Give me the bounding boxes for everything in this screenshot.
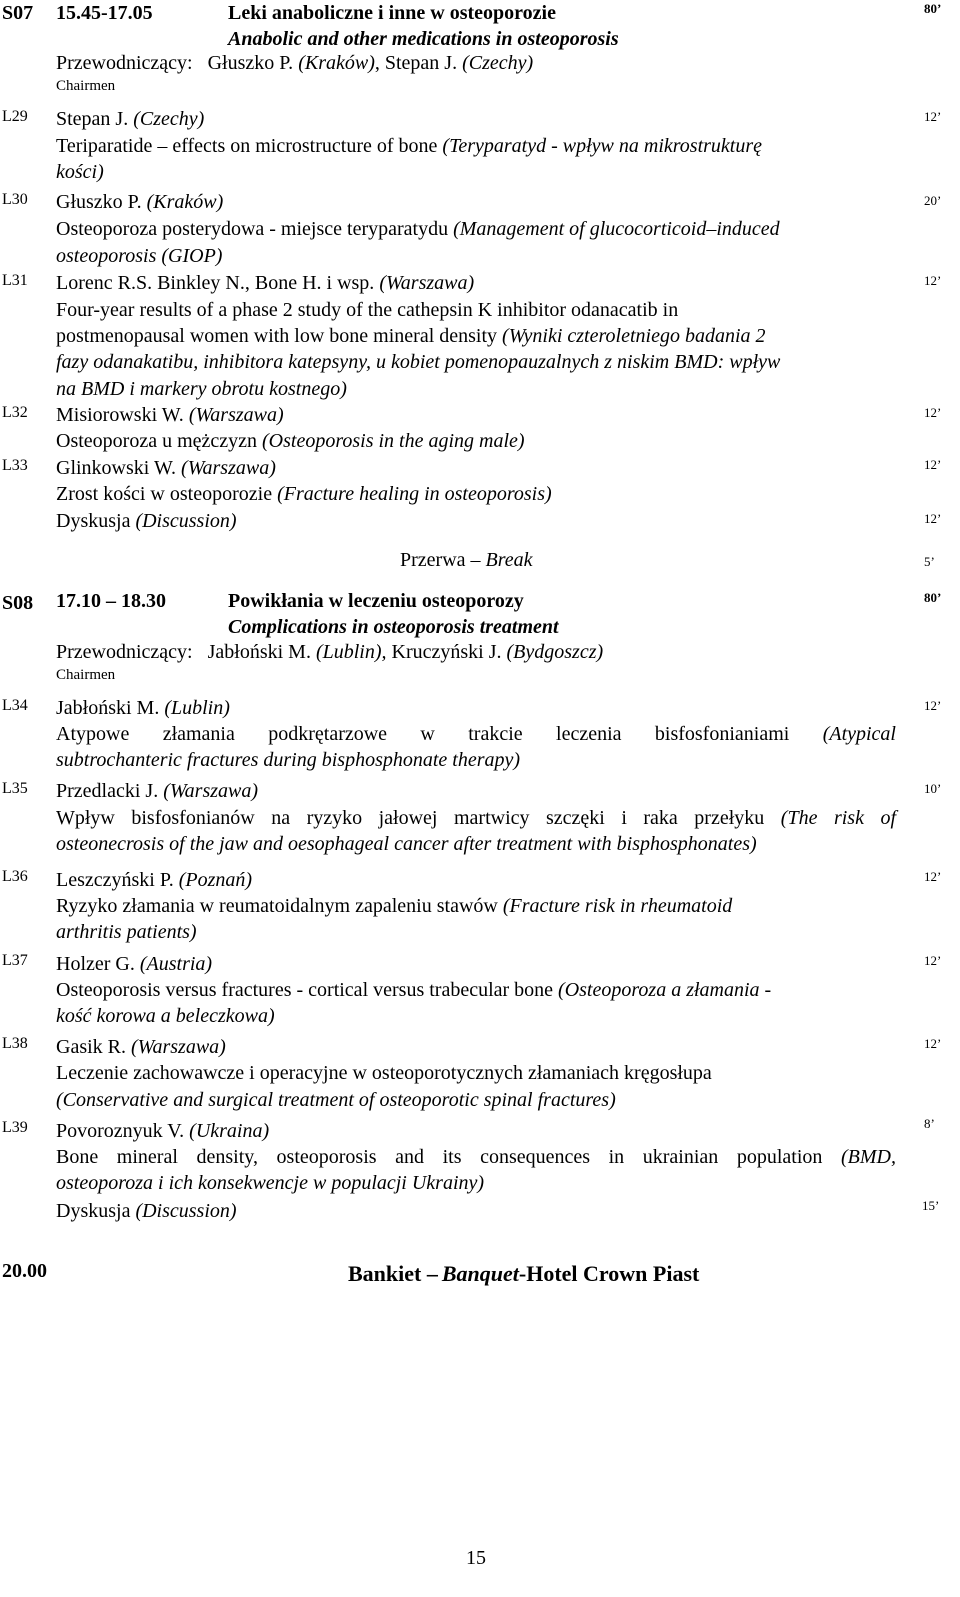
lecture-author-line (56, 1121, 269, 1141)
lecture-author-line (56, 273, 474, 293)
chair-location: (Kraków) (298, 52, 375, 74)
lecture-duration: 12’ (924, 273, 942, 288)
discussion-duration: 12’ (924, 511, 942, 526)
banquet-label: Bankiet – Banquet-Hotel Crown Piast (348, 1261, 700, 1286)
chair-label: Przewodniczący: (56, 52, 193, 74)
session-subtitle: Complications in osteoporosis treatment (228, 616, 559, 638)
lecture-code: L33 (2, 457, 28, 474)
lecture-author-line (56, 954, 212, 974)
lecture-title: Zrost kości w osteoporozie (Fracture healing in osteoporosis) (56, 483, 552, 505)
lecture-code: L39 (2, 1119, 28, 1136)
chair-location: (Lublin), (315, 641, 387, 663)
page-number: 15 (466, 1547, 486, 1569)
lecture-location: (Ukraina) (189, 1120, 270, 1142)
lecture-duration: 20’ (924, 193, 942, 208)
lecture-author-line (56, 870, 252, 890)
chair-name: Kruczyński J. (391, 641, 502, 663)
lecture-location: (Warszawa) (131, 1036, 226, 1058)
session-code: S08 (2, 592, 34, 614)
lecture-title-cont: na BMD i markery obrotu kostnego) (56, 378, 347, 400)
discussion-duration: 15’ (922, 1198, 940, 1213)
lecture-author-line (56, 458, 276, 478)
chair-location: (Czechy) (462, 52, 534, 74)
lecture-author: Lorenc R.S. Binkley N., Bone H. i wsp. (56, 272, 375, 294)
chair-name: Stepan J. (384, 52, 458, 74)
chairmen-label: Chairmen (56, 78, 116, 94)
lecture-duration: 12’ (924, 1036, 942, 1051)
lecture-duration: 12’ (924, 869, 942, 884)
lecture-title: Wpływ bisfosfonianów na ryzyko jałowej martwicy szczęki i raka przełyku (The risk of (56, 807, 897, 829)
discussion-label: Dyskusja (Discussion) (56, 510, 237, 532)
lecture-author: Przedlacki J. (56, 780, 159, 802)
lecture-author: Glinkowski W. (56, 457, 177, 479)
lecture-location: (Czechy) (133, 108, 205, 130)
lecture-code: L37 (2, 952, 28, 969)
session-chairs (56, 53, 533, 73)
lecture-author-line (56, 192, 223, 212)
chair-separator: , (374, 52, 380, 74)
chair-label: Przewodniczący: (56, 641, 193, 663)
lecture-author: Holzer G. (56, 953, 135, 975)
lecture-duration: 12’ (924, 405, 942, 420)
chair-name: Głuszko P. (207, 52, 294, 74)
lecture-author-line (56, 405, 284, 425)
lecture-duration: 12’ (924, 953, 942, 968)
break-duration: 5’ (924, 554, 935, 569)
lecture-duration: 8’ (924, 1116, 935, 1131)
lecture-author-line (56, 781, 258, 801)
lecture-code: L30 (2, 191, 28, 208)
lecture-title: Leczenie zachowawcze i operacyjne w osteoporotycznych złamaniach kręgosłupa (56, 1062, 712, 1084)
chair-location: (Bydgoszcz) (506, 641, 604, 663)
lecture-code: L38 (2, 1035, 28, 1052)
lecture-duration: 10’ (924, 781, 942, 796)
lecture-author: Jabłoński M. (56, 697, 160, 719)
lecture-title-cont: osteonecrosis of the jaw and oesophageal cancer after treatment with bisphosphonates) (56, 833, 757, 855)
lecture-title: Osteoporosis versus fractures - cortical versus trabecular bone (Osteoporoza a złamania - (56, 979, 772, 1001)
lecture-title-cont: fazy odanakatibu, inhibitora katepsyny, u kobiet pomenopauzalnych z niskim BMD: wpływ (56, 351, 781, 373)
discussion-label: Dyskusja (Discussion) (56, 1200, 237, 1222)
lecture-title-cont: subtrochanteric fractures during bisphosphonate therapy) (56, 749, 521, 771)
lecture-code: L32 (2, 404, 28, 421)
lecture-title-cont: postmenopausal women with low bone mineral density (Wyniki czteroletniego badania 2 (56, 325, 766, 347)
lecture-title-cont: arthritis patients) (56, 921, 197, 943)
lecture-title: Ryzyko złamania w reumatoidalnym zapaleniu stawów (Fracture risk in rheumatoid (56, 895, 733, 917)
session-time: 17.10 – 18.30 (56, 590, 166, 612)
break-label: Przerwa – Break (400, 549, 533, 571)
lecture-duration: 12’ (924, 457, 942, 472)
chair-name: Jabłoński M. (207, 641, 311, 663)
lecture-author: Gasik R. (56, 1036, 126, 1058)
session-title: Powikłania w leczeniu osteoporozy (228, 590, 524, 612)
lecture-author: Stepan J. (56, 108, 129, 130)
lecture-title: Bone mineral density, osteoporosis and its consequences in ukrainian population (BMD, (56, 1146, 896, 1168)
lecture-title-cont: osteoporoza i ich konsekwencje w populacji Ukrainy) (56, 1172, 485, 1194)
lecture-title: Osteoporoza posterydowa - miejsce teryparatydu (Management of glucocorticoid–induced (56, 218, 780, 240)
lecture-location: (Poznań) (178, 869, 253, 891)
lecture-author: Głuszko P. (56, 191, 142, 213)
lecture-title: Atypowe złamania podkrętarzowe w trakcie leczenia bisfosfonianiami (Atypical (56, 723, 896, 745)
lecture-location: (Kraków) (146, 191, 224, 213)
lecture-code: L31 (2, 272, 28, 289)
session-subtitle: Anabolic and other medications in osteoporosis (228, 28, 619, 50)
lecture-duration: 12’ (924, 698, 942, 713)
lecture-title: Teriparatide – effects on microstructure of bone (Teryparatyd - wpływ na mikrostrukturę (56, 135, 763, 157)
session-duration: 80’ (924, 1, 942, 16)
chairmen-label: Chairmen (56, 667, 116, 683)
session-duration: 80’ (924, 590, 942, 605)
lecture-author: Povoroznyuk V. (56, 1120, 185, 1142)
lecture-author-line (56, 1037, 226, 1057)
lecture-title-cont: kości) (56, 161, 104, 183)
lecture-title-cont: (Conservative and surgical treatment of osteoporotic spinal fractures) (56, 1089, 616, 1111)
lecture-author: Misiorowski W. (56, 404, 184, 426)
lecture-author-line (56, 698, 230, 718)
lecture-code: L35 (2, 780, 28, 797)
lecture-title-cont: osteoporosis (GIOP) (56, 245, 223, 267)
session-title: Leki anaboliczne i inne w osteoporozie (228, 2, 556, 24)
lecture-code: L29 (2, 108, 28, 125)
lecture-title: Osteoporoza u mężczyzn (Osteoporosis in the aging male) (56, 430, 525, 452)
lecture-code: L36 (2, 868, 28, 885)
lecture-title-cont: kość korowa a beleczkowa) (56, 1005, 275, 1027)
session-code: S07 (2, 2, 34, 24)
lecture-author: Leszczyński P. (56, 869, 174, 891)
lecture-location: (Lublin) (164, 697, 230, 719)
session-chairs (56, 642, 603, 662)
session-time: 15.45-17.05 (56, 2, 153, 24)
lecture-location: (Warszawa) (163, 780, 259, 802)
lecture-title: Four-year results of a phase 2 study of the cathepsin K inhibitor odanacatib in (56, 299, 679, 321)
lecture-location: (Austria) (139, 953, 213, 975)
lecture-duration: 12’ (924, 109, 942, 124)
lecture-location: (Warszawa) (188, 404, 284, 426)
lecture-location: (Warszawa) (379, 272, 475, 294)
banquet-time: 20.00 (2, 1260, 47, 1282)
lecture-author-line (56, 109, 204, 129)
lecture-location: (Warszawa) (181, 457, 276, 479)
lecture-code: L34 (2, 697, 28, 714)
